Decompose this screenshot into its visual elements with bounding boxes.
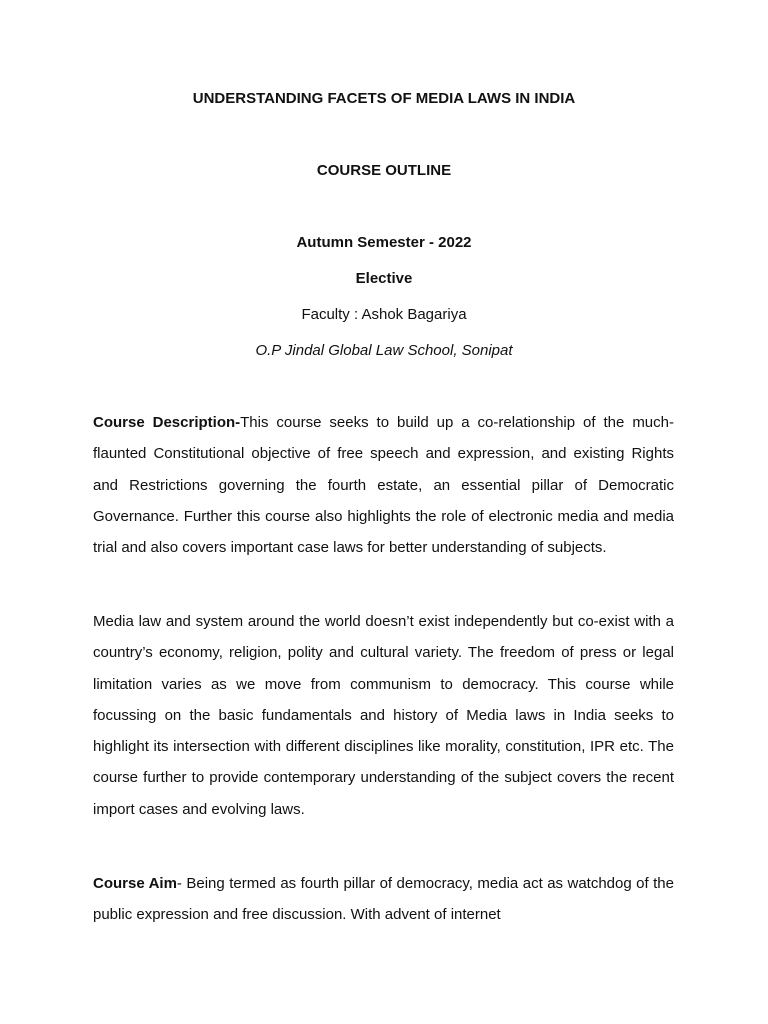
school-line: O.P Jindal Global Law School, Sonipat bbox=[255, 342, 513, 359]
course-aim-paragraph bbox=[93, 868, 674, 931]
media-law-text: Media law and system around the world doesn’t exist independently but co-exist with a country’s economy, religion, polity and cultural variety. The freedom of press or legal limitation varies as we move from communism to democracy. This course while focussing on the basic fundamentals and history of Media laws in India seeks to highlight its intersection with different disciplines like morality, constitution, IPR etc. The course further to provide contemporary understanding of the subject covers the recent import cases and evolving laws. bbox=[93, 613, 674, 818]
media-law-paragraph bbox=[93, 606, 674, 825]
faculty-line: Faculty : Ashok Bagariya bbox=[301, 306, 467, 323]
semester-label: Autumn Semester - 2022 bbox=[296, 234, 472, 251]
course-aim-heading: Course Aim bbox=[93, 875, 177, 892]
course-aim-text: - Being termed as fourth pillar of democracy, media act as watchdog of the public expression and free discussion. With advent of internet bbox=[93, 875, 674, 924]
course-description-paragraph bbox=[93, 407, 674, 563]
course-type-label: Elective bbox=[355, 270, 413, 287]
course-description-heading: Course Description- bbox=[93, 414, 241, 431]
course-outline-heading: COURSE OUTLINE bbox=[316, 162, 452, 179]
document-title: UNDERSTANDING FACETS OF MEDIA LAWS IN INDIA bbox=[192, 90, 576, 107]
course-description-text: This course seeks to build up a co-relationship of the much-flaunted Constitutional objective of free speech and expression, and existing Rights and Restrictions governing the fourth estate, an essential pillar of Democratic Governance. Further this course also highlights the role of electronic media and media trial and also covers important case laws for better understanding of subjects. bbox=[93, 414, 674, 557]
